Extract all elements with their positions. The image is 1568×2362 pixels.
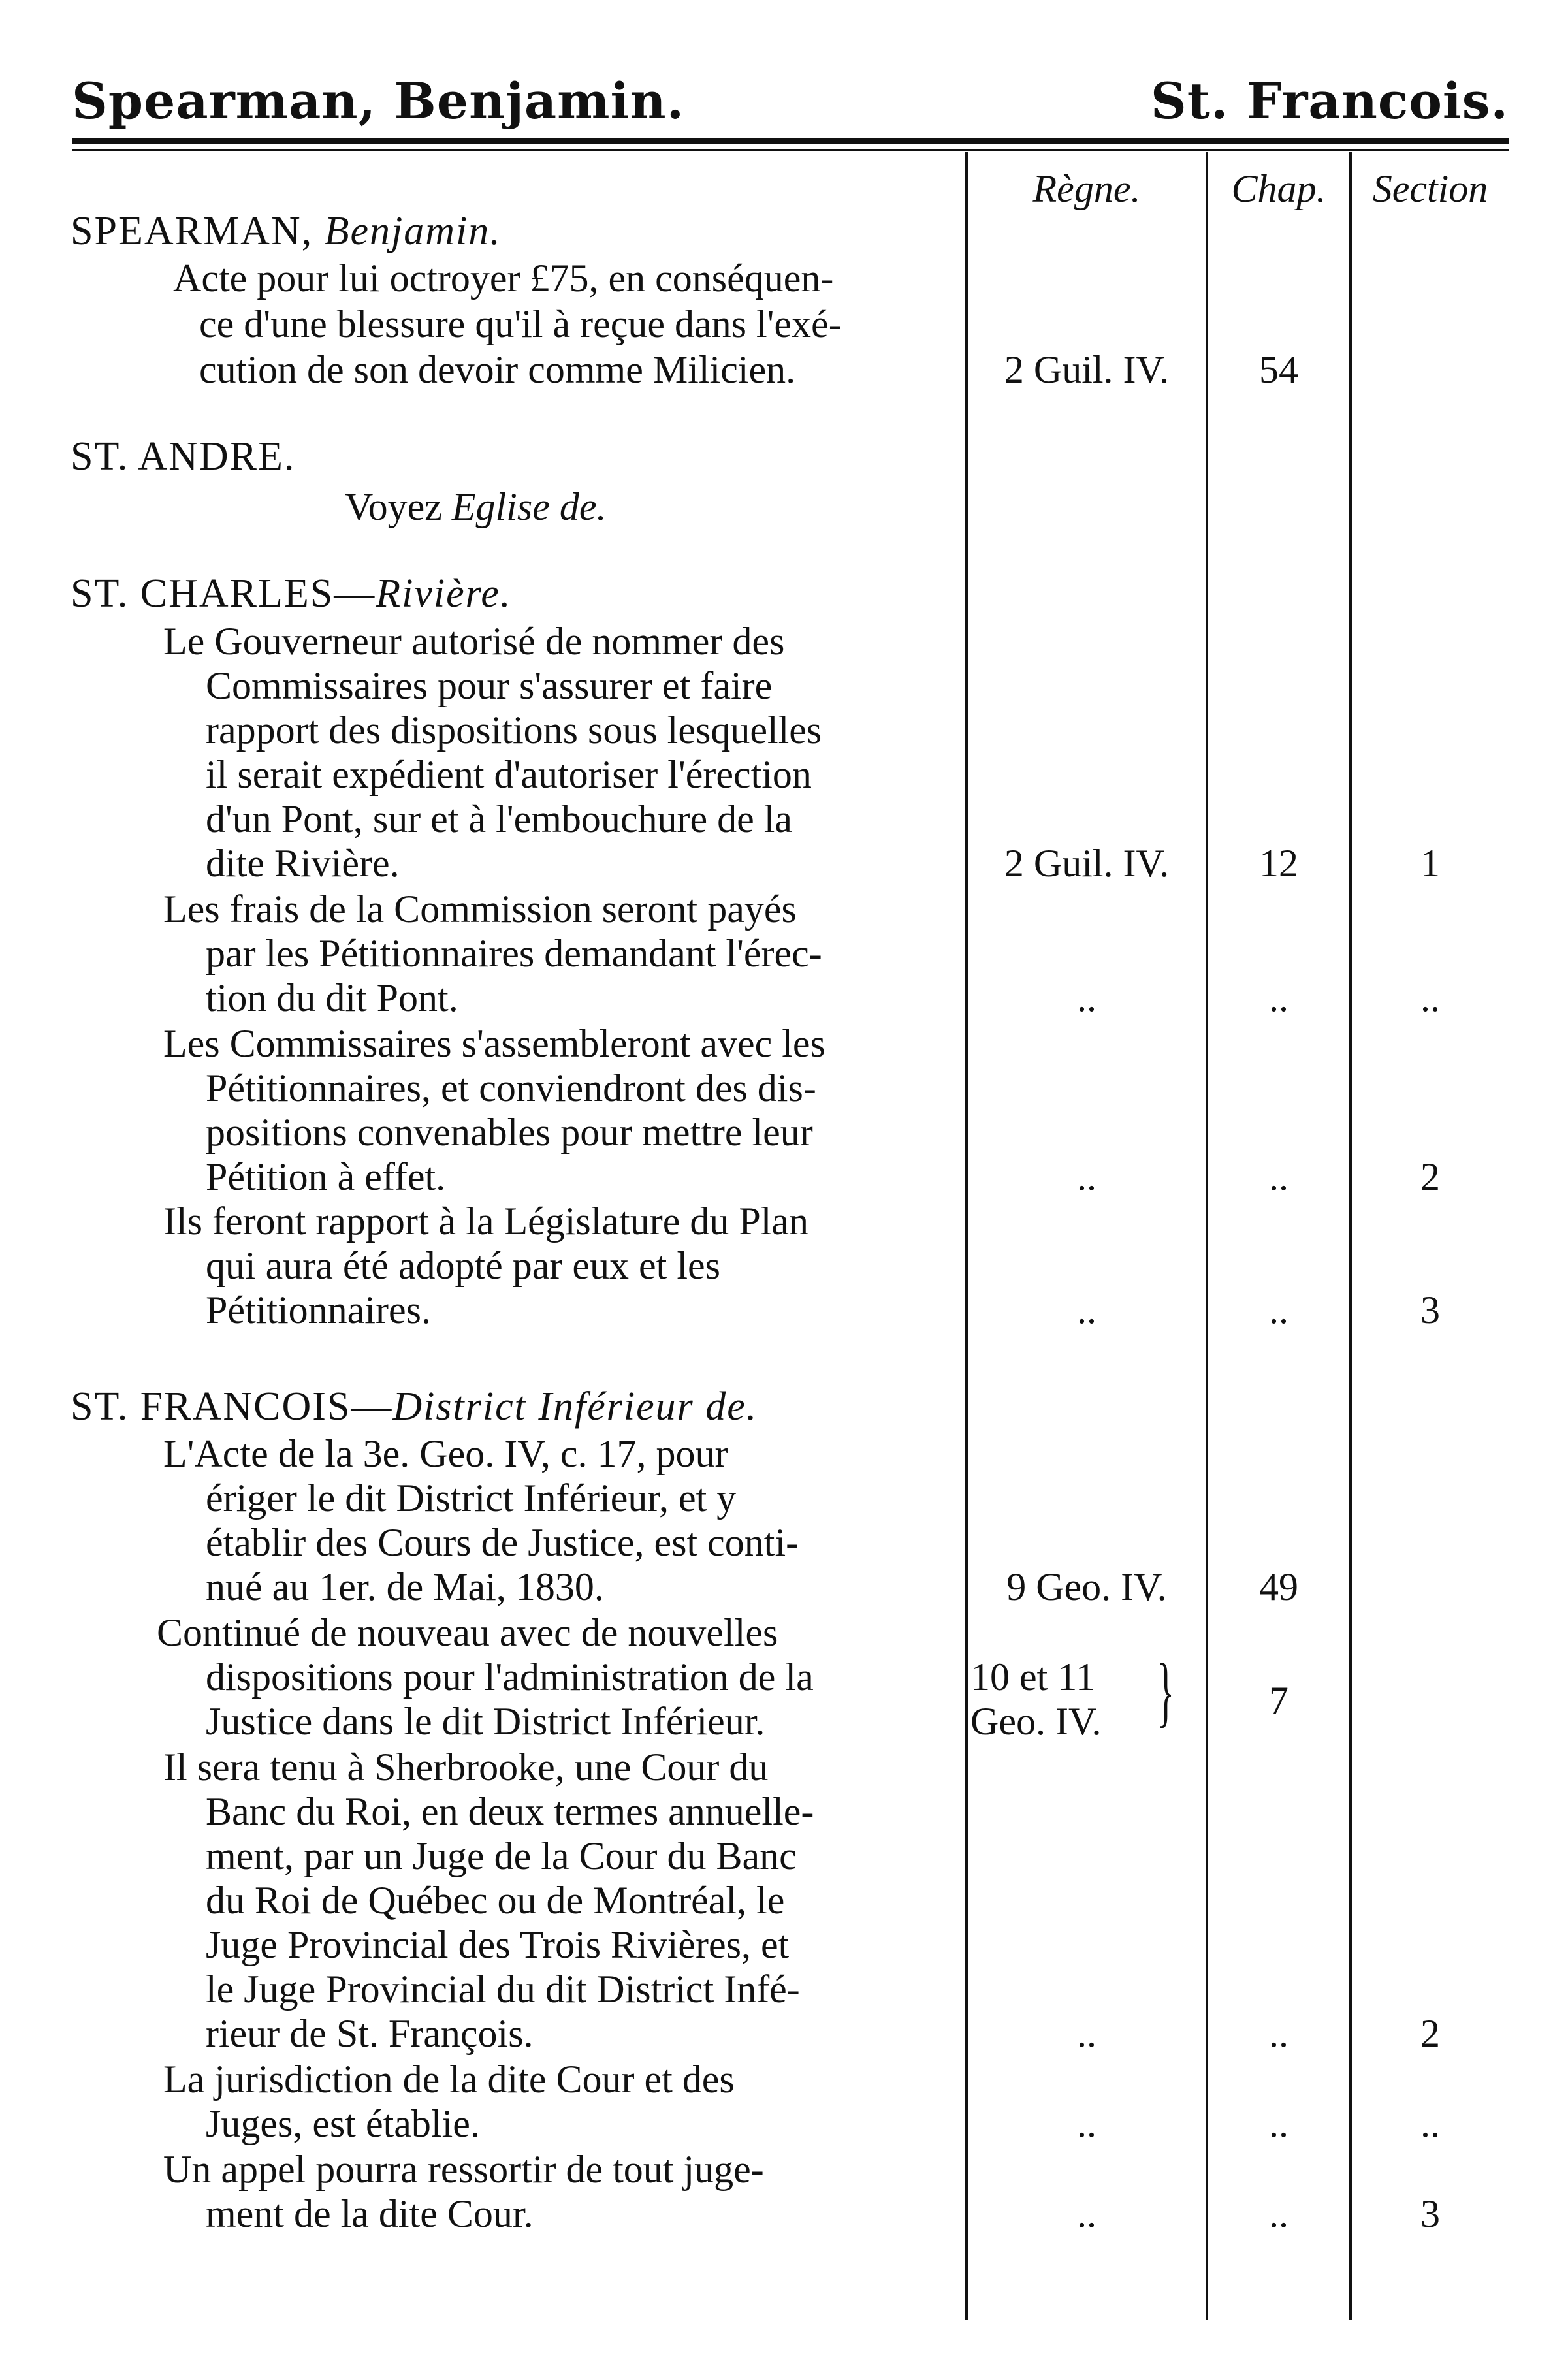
regne-cell: .. bbox=[1077, 1155, 1096, 1198]
entry-heading: ST. CHARLES—Rivière. bbox=[71, 571, 512, 616]
entry-line: rapport des dispositions sous lesquelles bbox=[206, 709, 822, 752]
chap-cell: .. bbox=[1269, 2012, 1288, 2055]
entry-line: Commissaires pour s'assurer et faire bbox=[206, 664, 773, 707]
entry-line: Pétitionnaires, et conviendront des dis- bbox=[206, 1066, 816, 1109]
regne-cell: 2 Guil. IV. bbox=[1004, 348, 1170, 391]
chap-cell: .. bbox=[1269, 2192, 1288, 2235]
chap-cell: 7 bbox=[1269, 1679, 1288, 1722]
entry-line: il serait expédient d'autoriser l'érection bbox=[206, 753, 812, 796]
entry-line: d'un Pont, sur et à l'embouchure de la bbox=[206, 797, 793, 840]
header-rule-thick bbox=[72, 138, 1509, 144]
section-cell: .. bbox=[1420, 2102, 1440, 2145]
entry-heading: SPEARMAN, Benjamin. bbox=[71, 209, 502, 253]
regne-cell: .. bbox=[1077, 2012, 1096, 2055]
regne-cell: .. bbox=[1077, 2102, 1096, 2145]
grouping-brace: } bbox=[1157, 1648, 1174, 1734]
entry-line: Juges, est établie. bbox=[206, 2102, 480, 2145]
entry-line: positions convenables pour mettre leur bbox=[206, 1111, 813, 1154]
entry-line: établir des Cours de Justice, est conti- bbox=[206, 1521, 799, 1564]
regne-cell: .. bbox=[1077, 2192, 1096, 2235]
entry-line: tion du dit Pont. bbox=[206, 976, 458, 1019]
section-cell: 3 bbox=[1420, 2192, 1440, 2235]
entry-line: rieur de St. François. bbox=[206, 2012, 534, 2055]
entry-line: dispositions pour l'administration de la bbox=[206, 1655, 814, 1699]
entry-line: dite Rivière. bbox=[206, 842, 400, 885]
chap-cell: 49 bbox=[1259, 1565, 1298, 1608]
chap-cell: 54 bbox=[1259, 348, 1298, 391]
entry-line: Pétition à effet. bbox=[206, 1155, 446, 1198]
running-head-right: St. Francois. bbox=[1150, 72, 1509, 130]
section-cell: 3 bbox=[1420, 1288, 1440, 1332]
entry-line: ériger le dit District Inférieur, et y bbox=[206, 1476, 737, 1520]
section-cell: 2 bbox=[1420, 2012, 1440, 2055]
chap-cell: .. bbox=[1269, 1288, 1288, 1332]
entry-line: Banc du Roi, en deux termes annuelle- bbox=[206, 1790, 814, 1833]
chap-cell: .. bbox=[1269, 1155, 1288, 1198]
running-head bbox=[72, 72, 1509, 144]
section-cell: 1 bbox=[1420, 842, 1440, 885]
chap-cell: .. bbox=[1269, 2102, 1288, 2145]
cross-reference: Voyez Eglise de. bbox=[345, 485, 607, 528]
entry-line: Justice dans le dit District Inférieur. bbox=[206, 1700, 765, 1743]
regne-cell: 10 et 11 bbox=[970, 1655, 1096, 1699]
entry-line: Les frais de la Commission seront payés bbox=[163, 887, 797, 931]
running-head-left: Spearman, Benjamin. bbox=[72, 72, 685, 130]
column-divider-text-regne bbox=[965, 152, 968, 2320]
section-cell: 2 bbox=[1420, 1155, 1440, 1198]
entry-line: ment, par un Juge de la Cour du Banc bbox=[206, 1834, 797, 1877]
entry-line: Un appel pourra ressortir de tout juge- bbox=[163, 2148, 764, 2191]
header-rule-thin bbox=[72, 149, 1509, 151]
entry-heading: ST. FRANCOIS—District Inférieur de. bbox=[71, 1384, 758, 1429]
entry-line: Ils feront rapport à la Législature du Plan bbox=[163, 1200, 809, 1243]
regne-cell: .. bbox=[1077, 1288, 1096, 1332]
column-divider-regne-chap bbox=[1206, 152, 1208, 2320]
entry-line: qui aura été adopté par eux et les bbox=[206, 1244, 720, 1287]
entry-line: par les Pétitionnaires demandant l'érec- bbox=[206, 932, 822, 975]
column-header-regne: Règne. bbox=[1032, 167, 1141, 210]
entry-heading: ST. ANDRE. bbox=[71, 434, 296, 479]
entry-line: Acte pour lui octroyer £75, en conséquen- bbox=[173, 257, 834, 300]
entry-line: Continué de nouveau avec de nouvelles bbox=[157, 1611, 778, 1654]
column-header-section: Section bbox=[1372, 167, 1488, 210]
entry-line: La jurisdiction de la dite Cour et des bbox=[163, 2058, 735, 2101]
chap-cell: 12 bbox=[1259, 842, 1298, 885]
column-header-chap: Chap. bbox=[1231, 167, 1326, 210]
entry-line: cution de son devoir comme Milicien. bbox=[199, 348, 796, 391]
entry-line: L'Acte de la 3e. Geo. IV, c. 17, pour bbox=[163, 1432, 728, 1475]
column-divider-chap-section bbox=[1349, 152, 1352, 2320]
entry-line: Pétitionnaires. bbox=[206, 1288, 431, 1332]
entry-line: ment de la dite Cour. bbox=[206, 2192, 534, 2235]
regne-cell: 9 Geo. IV. bbox=[1006, 1565, 1167, 1608]
entry-line: du Roi de Québec ou de Montréal, le bbox=[206, 1879, 785, 1922]
entry-line: Il sera tenu à Sherbrooke, une Cour du bbox=[163, 1746, 769, 1789]
chap-cell: .. bbox=[1269, 976, 1288, 1019]
entry-line: le Juge Provincial du dit District Infé- bbox=[206, 1968, 800, 2011]
entry-line: Juge Provincial des Trois Rivières, et bbox=[206, 1923, 790, 1966]
regne-cell: .. bbox=[1077, 976, 1096, 1019]
regne-cell: 2 Guil. IV. bbox=[1004, 842, 1170, 885]
entry-line: Le Gouverneur autorisé de nommer des bbox=[163, 620, 785, 663]
entry-line: nué au 1er. de Mai, 1830. bbox=[206, 1565, 604, 1608]
regne-cell: Geo. IV. bbox=[970, 1700, 1102, 1743]
entry-line: Les Commissaires s'assembleront avec les bbox=[163, 1022, 825, 1065]
entry-line: ce d'une blessure qu'il à reçue dans l'exé- bbox=[199, 302, 842, 345]
section-cell: .. bbox=[1420, 976, 1440, 1019]
